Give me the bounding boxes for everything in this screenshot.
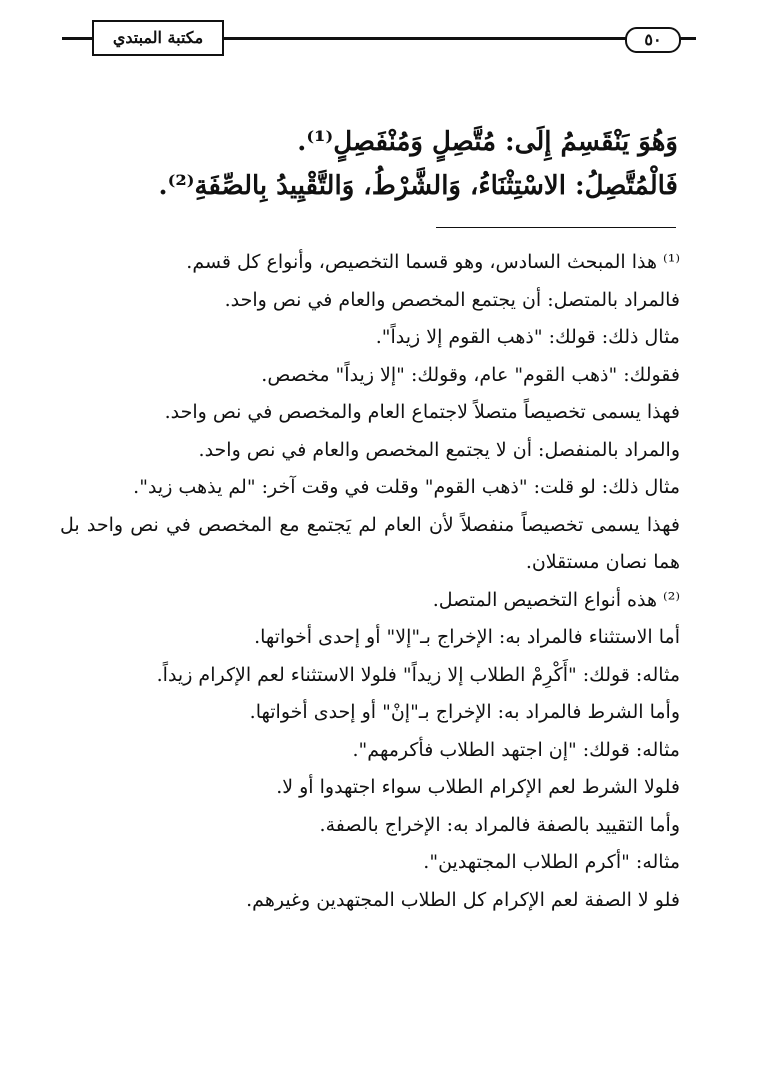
footnote-line: ⁽¹⁾ هذا المبحث السادس، وهو قسما التخصيص، وأنواع كل قسم. xyxy=(186,251,680,273)
main-text xyxy=(78,120,678,208)
footnote-line: مثال ذلك: لو قلت: "ذهب القوم" وقلت في وقت آخر: "لم يذهب زيد". xyxy=(133,476,680,498)
footnote-line: وأما التقييد بالصفة فالمراد به: الإخراج بالصفة. xyxy=(319,813,680,836)
footnote-line: فهذا يسمى تخصيصاً منفصلاً لأن العام لم يَجتمع مع المخصص في نص واحد بل هما نصان مستقلان. xyxy=(60,513,680,573)
footnote-line: مثاله: قولك: "إن اجتهد الطلاب فأكرمهم". xyxy=(352,738,680,761)
footnote-divider xyxy=(436,227,676,228)
footnote-line: فلولا الشرط لعم الإكرام الطلاب سواء اجتهدوا أو لا. xyxy=(276,776,680,798)
page-header xyxy=(0,0,758,70)
footnote-line: مثاله: "أكرم الطلاب المجتهدين". xyxy=(423,851,680,873)
footnote-line: فقولك: "ذهب القوم" عام، وقولك: "إلا زيداً" مخصص. xyxy=(261,363,680,386)
footnote-line: فلو لا الصفة لعم الإكرام كل الطلاب المجتهدين وغيرهم. xyxy=(246,888,680,911)
footnote-line: أما الاستثناء فالمراد به: الإخراج بـ"إلا" أو إحدى أخواتها. xyxy=(254,626,680,648)
main-text-line: فَالْمُتَّصِلُ: الاسْتِثْنَاءُ، وَالشَّرْطُ، وَالتَّقْيِيدُ بِالصِّفَةِ⁽²⁾. xyxy=(158,171,678,201)
footnote-line: ⁽²⁾ هذه أنواع التخصيص المتصل. xyxy=(432,588,680,611)
main-text-line: وَهُوَ يَنْقَسِمُ إِلَى: مُتَّصِلٍ وَمُنْفَصِلٍ⁽¹⁾. xyxy=(297,127,678,157)
footnote-line: فهذا يسمى تخصيصاً متصلاً لاجتماع العام والمخصص في نص واحد. xyxy=(164,401,680,423)
footnote-line: فالمراد بالمتصل: أن يجتمع المخصص والعام في نص واحد. xyxy=(224,288,680,311)
book-title: مكتبة المبتدي xyxy=(92,20,224,56)
footnote-line: مثال ذلك: قولك: "ذهب القوم إلا زيداً". xyxy=(375,326,680,348)
footnotes xyxy=(60,244,680,919)
footnote-line: وأما الشرط فالمراد به: الإخراج بـ"إنْ" أو إحدى أخواتها. xyxy=(249,701,680,723)
page-number: ٥٠ xyxy=(625,27,681,53)
footnote-line: والمراد بالمنفصل: أن لا يجتمع المخصص والعام في نص واحد. xyxy=(198,438,680,461)
footnote-line: مثاله: قولك: "أَكْرِمْ الطلاب إلا زيداً" فلولا الاستثناء لعم الإكرام زيداً. xyxy=(156,663,680,686)
